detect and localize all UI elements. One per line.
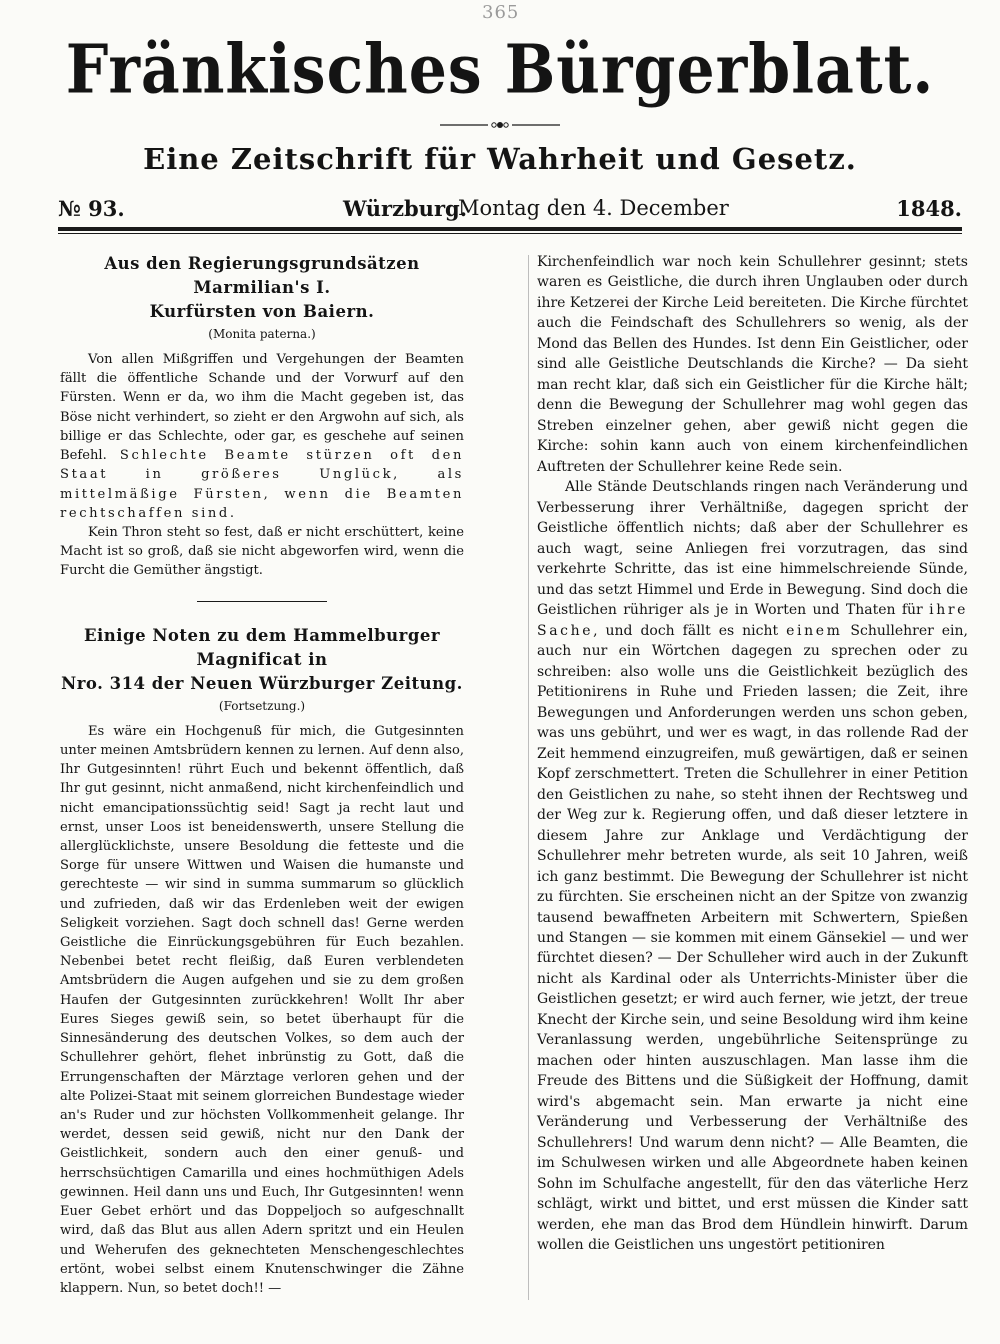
article2-continuation-note: (Fortsetzung.): [218, 698, 306, 713]
article2-paragraph-2: [537, 477, 968, 1255]
issue-year: 1848.: [896, 196, 962, 221]
ornament-divider: [440, 118, 560, 132]
issue-date: Montag den 4. December: [458, 196, 729, 220]
dateline: [58, 196, 962, 226]
article2-text-b: , und doch fällt es nicht: [593, 622, 779, 639]
place-name: Würzburg.: [343, 196, 468, 221]
article1-paragraph: [60, 350, 464, 523]
article2-spaced-a: ihre Sache: [537, 602, 968, 639]
newspaper-title: Fränkisches Bürgerblatt.: [65, 30, 935, 110]
newspaper-subtitle: Eine Zeitschrift für Wahrheit und Gesetz.: [143, 142, 857, 176]
article2-paragraph-1: Es wäre ein Hochgenuß für mich, die Gutgesinnten unter meinen Amtsbrüdern kennen zu lernen. Auf denn also, Ihr Gutgesinnten! rührt Euch und bekennt öffentlich, daß Ihr gut gesinnt, nicht anmaßend, nicht kirchenfeindlich und nicht emancipationssüchtig seid! Sagt ja recht laut und ernst, unser Loos ist beneidenswerth, unsere Stellung die allerglücklichste, unsere Besoldung die fetteste und die Sorge für unsere Wittwen und Waisen die humanste und gerechteste — wir sind in summa summarum so glücklich und zufrieden, daß wir das Erdenleben weit der ewigen Seligkeit vorziehen. Sagt doch schnell das! Gerne werden Geistliche die Einrückungsgebühren für Euch bezahlen. Nebenbei betet recht fleißig, daß Euren verblendeten Amtsbrüdern die Augen aufgehen und sie zu dem großen Haufen der Gutgesinnten zurückkehren! Wollt Ihr aber Eures Sieges gewiß sein, so betet überhaupt für die Sinnesänderung des deutschen Volkes, so dem auch der Schullehrer gehört, flehet inbrünstig zu Gott, daß die Errungenschaften der Märztage verloren gehen und der alte Polizei-Staat mit seinem glorreichen Bundestage wieder an's Ruder und zur höchsten Vollkommenheit gelange. Ihr werdet, dessen seid gewiß, nicht nur den Dank der Geistlichkeit, sondern auch den einer genuß- und herrschsüchtigen Camarilla und eines hochmüthigen Adels gewinnen. Heil dann uns und Euch, Ihr Gutgesinnten! wenn Euer Gebet erhört und das Doppeljoch so aufgeschnallt wird, daß das Blut aus allen Adern spritzt und ein Heulen und Weherufen des geknechteten Menschengeschlechtes ertönt, wobei selbst einem Knutenschwinger die Zähne klappern. Nun, so betet doch!! —: [60, 723, 464, 1296]
article2-text-c: Schullehrer ein, auch nur ein Wörtchen dagegen zu sprechen oder zu schreiben: also wolle uns die Geistlichkeit bezüglich des Petitionirens in Ruhe und Frieden lassen; die Zeit, ihre Bewegungen und Anforderungen werden uns schon geben, was uns gebührt, und wer es wagt, in das rollende Rad der Zeit hemmend einzugreifen, muß gewärtigen, daß er seinen Kopf zerschmettert. Treten die Schullehrer in einer Petition den Geistlichen zu nahe, so steht ihnen der Rechtsweg und der Weg zur k. Regierung offen, und daß dieser letztere in diesem Jahre zur Anklage und Verdächtigung der Schullehrer mehr betreten wurde, als seit 10 Jahren, weiß ich ganz bestimmt. Die Bewegung der Schullehrer ist nicht zu fürchten. Sie erscheinen nicht an der Spitze von zwanzig tausend bewaffneten Arbeitern mit Schwertern, Spießen und Stangen — sie kommen mit einem Gänsekiel — und wer fürchtet diesen? — Der Schulleher wird auch in der Zukunft nicht als Kardinal oder als Unterrichts-Minister über die Geistlichen gesetzt; er wird auch ferner, wie jetzt, der treue Knecht der Kirche sein, und seine Besoldung wird ihm keine Veranlassung werden, ungebührliche Seitensprünge zu machen oder hinten auszuschlagen. Man lasse ihm die Freude des Bittens und die Süßigkeit der Hoffnung, damit wird's abgemacht sein. Man erwarte ja nicht eine Veränderung und Verbesserung der Verhältniße des Schullehrers! Und warum denn nicht? — Alle Beamten, die im Schulwesen wirken und alle Abgeordnete haben keinen Sohn im Schulfache angestellt, für den das väterliche Herz schlägt, wirkt und bittet, und erst müssen die Kinder satt werden, ehe man das Brod dem Hündlein hinwirft. Darum wollen die Geistlichen uns ungestört petitioniren: [537, 622, 969, 1254]
article2-heading-line2: Nro. 314 der Neuen Würzburger Zeitung.: [61, 673, 463, 693]
header-rule-thin: [58, 233, 962, 234]
article1-spaced-text: Schlechte Beamte stürzen oft den Staat in größeres Unglück, als mittelmäßige Fürsten, wenn die Beamten rechtschaffen sind.: [60, 448, 464, 521]
issue-number: № 93.: [58, 196, 125, 221]
article1-heading-line2: Kurfürsten von Baiern.: [149, 302, 375, 321]
column-divider: [528, 255, 529, 1300]
right-column: [537, 252, 968, 1256]
article1-text: Von allen Mißgriffen und Vergehungen der Beamten fällt die öffentliche Schande und der Vorwurf auf den Fürsten. Wenn er da, wo ihm die Macht gegeben ist, das Böse nicht verhindert, so zieht er den Argwohn auf sich, als billige er das Schlechte, oder gar, es geschehe auf seinen Befehl.: [60, 352, 464, 464]
article2-text-a: Alle Stände Deutschlands ringen nach Veränderung und Verbesserung ihrer Verhältniße, dagegen spricht der Geistliche öffentlich nichts; daß aber der Schullehrer es auch wagt, seine Anliegen frei vorzutragen, das sind verkehrte Schritte, das ist eine himmelschreiende Sünde, und das setzt Himmel und Erde in Bewegung. Sind doch die Geistlichen rühriger als je in Worten und Thaten für: [537, 479, 968, 619]
article1-source: (Monita paterna.): [208, 327, 316, 341]
left-column: [60, 252, 464, 1298]
article1-heading-line1: Aus den Regierungsgrundsätzen Marmilian's I.: [104, 254, 420, 297]
article2-heading-line1: Einige Noten zu dem Hammelburger Magnificat in: [83, 625, 441, 669]
article2-spaced-b: einem: [786, 622, 843, 639]
masthead: [0, 22, 1000, 118]
article-separator: [197, 601, 327, 602]
page-number: 365: [482, 2, 520, 23]
article2-paragraph-cont: Kirchenfeindlich war noch kein Schullehrer gesinnt; stets waren es Geistliche, die durch ihren Unglauben oder durch ihre Ketzerei der Kirche Leid bereiteten. Die Kirche fürchtet auch die Feindschaft des Schullehrers so wenig, als der Mond das Bellen des Hundes. Ist denn Ein Geistlicher, oder sind alle Geistliche Deutschlands die Kirche? — Da sieht man recht klar, daß sich ein Geistlicher für die Kirche hält; denn die Bewegung der Schullehrer mag wohl gegen das Streben einzelner gehen, aber gewiß nicht gegen die Kirche: sohin kann auch von einem kirchenfeindlichen Auftreten der Schullehrer keine Rede sein.: [537, 254, 968, 475]
article1-paragraph-2: Kein Thron steht so fest, daß er nicht erschüttert, keine Macht ist so groß, daß sie nicht abgeworfen wird, wenn die Furcht die Gemüther ängstigt.: [60, 524, 464, 579]
header-rule: [58, 227, 962, 231]
